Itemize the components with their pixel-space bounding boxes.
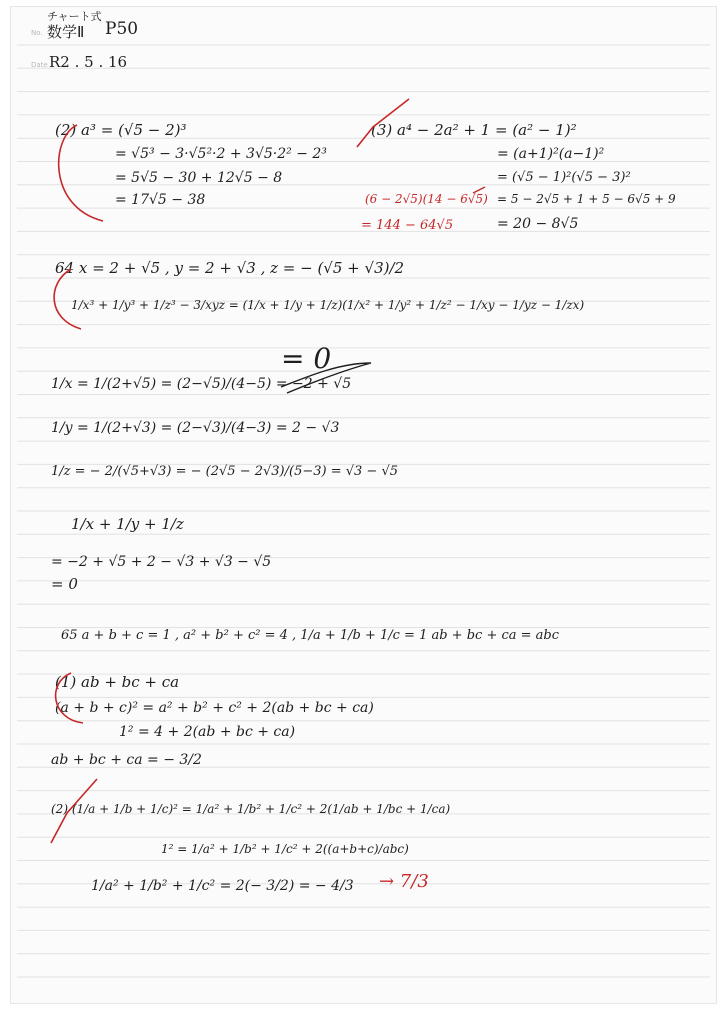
p2-line-4: = 17√5 − 38 [115,192,206,208]
notebook-page [10,6,717,1004]
book-title: チャート式 [47,10,102,23]
p3-line-2: = (a+1)²(a−1)² [497,146,605,162]
p65-part1-line-2: (a + b + c)² = a² + b² + c² + 2(ab + bc + ca) [55,700,374,716]
p64-step-3: 1/z = − 2/(√5+√3) = − (2√5 − 2√3)/(5−3) = √3 − √5 [51,464,398,479]
p3-line-1: (3) a⁴ − 2a² + 1 = (a² − 1)² [371,121,577,139]
p65-part2-line-3: 1/a² + 1/b² + 1/c² = 2(− 3/2) = − 4/3 [91,878,354,894]
p65-part2-line-1: (2) (1/a + 1/b + 1/c)² = 1/a² + 1/b² + 1/c² + 2(1/ab + 1/bc + 1/ca) [51,802,451,816]
p65-part2-line-2: 1² = 1/a² + 1/b² + 1/c² + 2((a+b+c)/abc) [161,842,409,856]
p3-red-line-1: (6 − 2√5)(14 − 6√5) [365,192,488,206]
p3-line-3: = (√5 − 1)²(√5 − 3)² [497,170,631,185]
note-date: R2 . 5 . 16 [49,53,128,71]
p65-part1-line-4: ab + bc + ca = − 3/2 [51,752,202,768]
p64-step-5: = −2 + √5 + 2 − √3 + √3 − √5 [51,554,272,570]
p64-result: = 0 [281,342,332,375]
p64-step-2: 1/y = 1/(2+√3) = (2−√3)/(4−3) = 2 − √3 [51,420,340,436]
p65-red-correction: → 7/3 [379,871,429,892]
date-label: Date [31,61,48,69]
no-label: No. [31,29,43,37]
p3-line-4: = 5 − 2√5 + 1 + 5 − 6√5 + 9 [497,192,676,206]
p2-line-3: = 5√5 − 30 + 12√5 − 8 [115,170,283,186]
p64-step-1: 1/x = 1/(2+√5) = (2−√5)/(4−5) = −2 + √5 [51,376,352,392]
p65-head: 65 a + b + c = 1 , a² + b² + c² = 4 , 1/a + 1/b + 1/c = 1 ab + bc + ca = abc [61,628,560,643]
p2-line-2: = √5³ − 3·√5²·2 + 3√5·2² − 2³ [115,146,327,162]
p64-identity: 1/x³ + 1/y³ + 1/z³ − 3/xyz = (1/x + 1/y + 1/z)(1/x² + 1/y² + 1/z² − 1/xy − 1/yz − 1/zx) [71,298,585,312]
page-ref: P50 [105,19,139,39]
p64-head: 64 x = 2 + √5 , y = 2 + √3 , z = − (√5 + √3)/2 [55,259,405,277]
subject-title: 数学Ⅱ [47,23,85,41]
p64-step-6: = 0 [51,575,78,593]
p3-red-line-2: = 144 − 64√5 [361,218,454,233]
p3-line-5: = 20 − 8√5 [497,216,579,232]
p65-part1-line-1: (1) ab + bc + ca [55,673,180,691]
p64-step-4: 1/x + 1/y + 1/z [71,515,184,533]
p2-line-1: (2) a³ = (√5 − 2)³ [55,121,187,139]
p65-part1-line-3: 1² = 4 + 2(ab + bc + ca) [119,724,296,740]
